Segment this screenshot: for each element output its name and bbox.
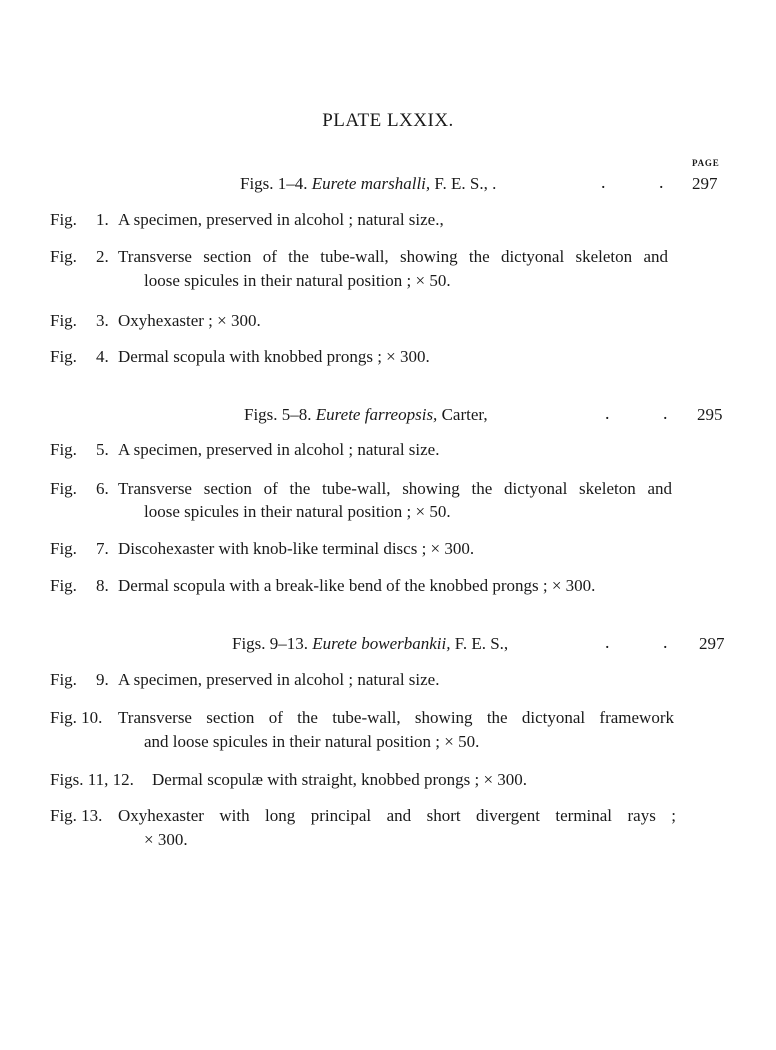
- heading-author: Carter,: [441, 405, 488, 424]
- heading-page-number: 297: [692, 174, 718, 193]
- fig-description: A specimen, preserved in alcohol ; natural size.: [118, 440, 440, 459]
- fig-description: Dermal scopulæ with straight, knobbed prongs ; × 300.: [152, 770, 528, 789]
- fig-label: Fig.: [50, 210, 77, 229]
- fig-label: Fig.: [50, 479, 77, 498]
- plate-title: PLATE LXXIX.: [322, 110, 454, 131]
- group-heading-2: [244, 405, 488, 425]
- fig-number: 7.: [96, 539, 109, 558]
- fig-description: A specimen, preserved in alcohol ; natural size.: [118, 670, 440, 689]
- fig-number: 9.: [96, 670, 109, 689]
- fig-number: 4.: [96, 347, 109, 366]
- fig-description-continuation: × 300.: [144, 830, 188, 849]
- fig-number: 5.: [96, 440, 109, 459]
- fig-label: Fig. 10.: [50, 708, 103, 727]
- fig-label: Fig.: [50, 670, 77, 689]
- fig-description: Transverse section of the tube-wall, showing the dictyonal framework: [118, 708, 674, 727]
- fig-description: Oxyhexaster ; × 300.: [118, 311, 261, 330]
- heading-figs: Figs. 9–13.: [232, 634, 309, 653]
- group-heading-3: [232, 634, 508, 654]
- fig-label: Fig. 13.: [50, 806, 103, 825]
- leader-dot: .: [605, 632, 610, 652]
- leader-dot: .: [663, 403, 668, 423]
- heading-figs: Figs. 5–8.: [244, 405, 312, 424]
- fig-label: Fig.: [50, 576, 77, 595]
- fig-description: A specimen, preserved in alcohol ; natural size.,: [118, 210, 444, 229]
- heading-species: Eurete bowerbankii,: [312, 634, 451, 653]
- fig-label: Fig.: [50, 539, 77, 558]
- fig-label: Fig.: [50, 311, 77, 330]
- heading-page-number: 295: [697, 405, 723, 424]
- fig-number: 8.: [96, 576, 109, 595]
- heading-page-number: 297: [699, 634, 725, 653]
- fig-label: Figs. 11, 12.: [50, 770, 134, 789]
- heading-species: Eurete farreopsis,: [315, 405, 438, 424]
- fig-description: Transverse section of the tube-wall, showing the dictyonal skeleton and: [118, 479, 672, 498]
- fig-description: Transverse section of the tube-wall, showing the dictyonal skeleton and: [118, 247, 668, 266]
- group-heading-1: [240, 174, 496, 194]
- fig-description-continuation: and loose spicules in their natural position ; × 50.: [144, 732, 480, 751]
- fig-number: 6.: [96, 479, 109, 498]
- fig-number: 3.: [96, 311, 109, 330]
- leader-dot: .: [659, 172, 664, 192]
- fig-number: 1.: [96, 210, 109, 229]
- fig-label: Fig.: [50, 247, 77, 266]
- leader-dot: .: [601, 172, 606, 192]
- leader-dot: .: [663, 632, 668, 652]
- heading-figs: Figs. 1–4.: [240, 174, 308, 193]
- heading-author: F. E. S.,: [454, 634, 509, 653]
- fig-description-continuation: loose spicules in their natural position ; × 50.: [144, 502, 451, 521]
- fig-description: Oxyhexaster with long principal and short divergent terminal rays ;: [118, 806, 676, 825]
- heading-species: Eurete marshalli,: [311, 174, 431, 193]
- fig-number: 2.: [96, 247, 109, 266]
- leader-dot: .: [605, 403, 610, 423]
- fig-description: Dermal scopula with a break-like bend of the knobbed prongs ; × 300.: [118, 576, 596, 595]
- heading-author: F. E. S., .: [434, 174, 497, 193]
- fig-description: Discohexaster with knob-like terminal discs ; × 300.: [118, 539, 475, 558]
- fig-description: Dermal scopula with knobbed prongs ; × 300.: [118, 347, 430, 366]
- fig-label: Fig.: [50, 347, 77, 366]
- fig-description-continuation: loose spicules in their natural position ; × 50.: [144, 271, 451, 290]
- fig-label: Fig.: [50, 440, 77, 459]
- page-column-label: PAGE: [692, 158, 720, 168]
